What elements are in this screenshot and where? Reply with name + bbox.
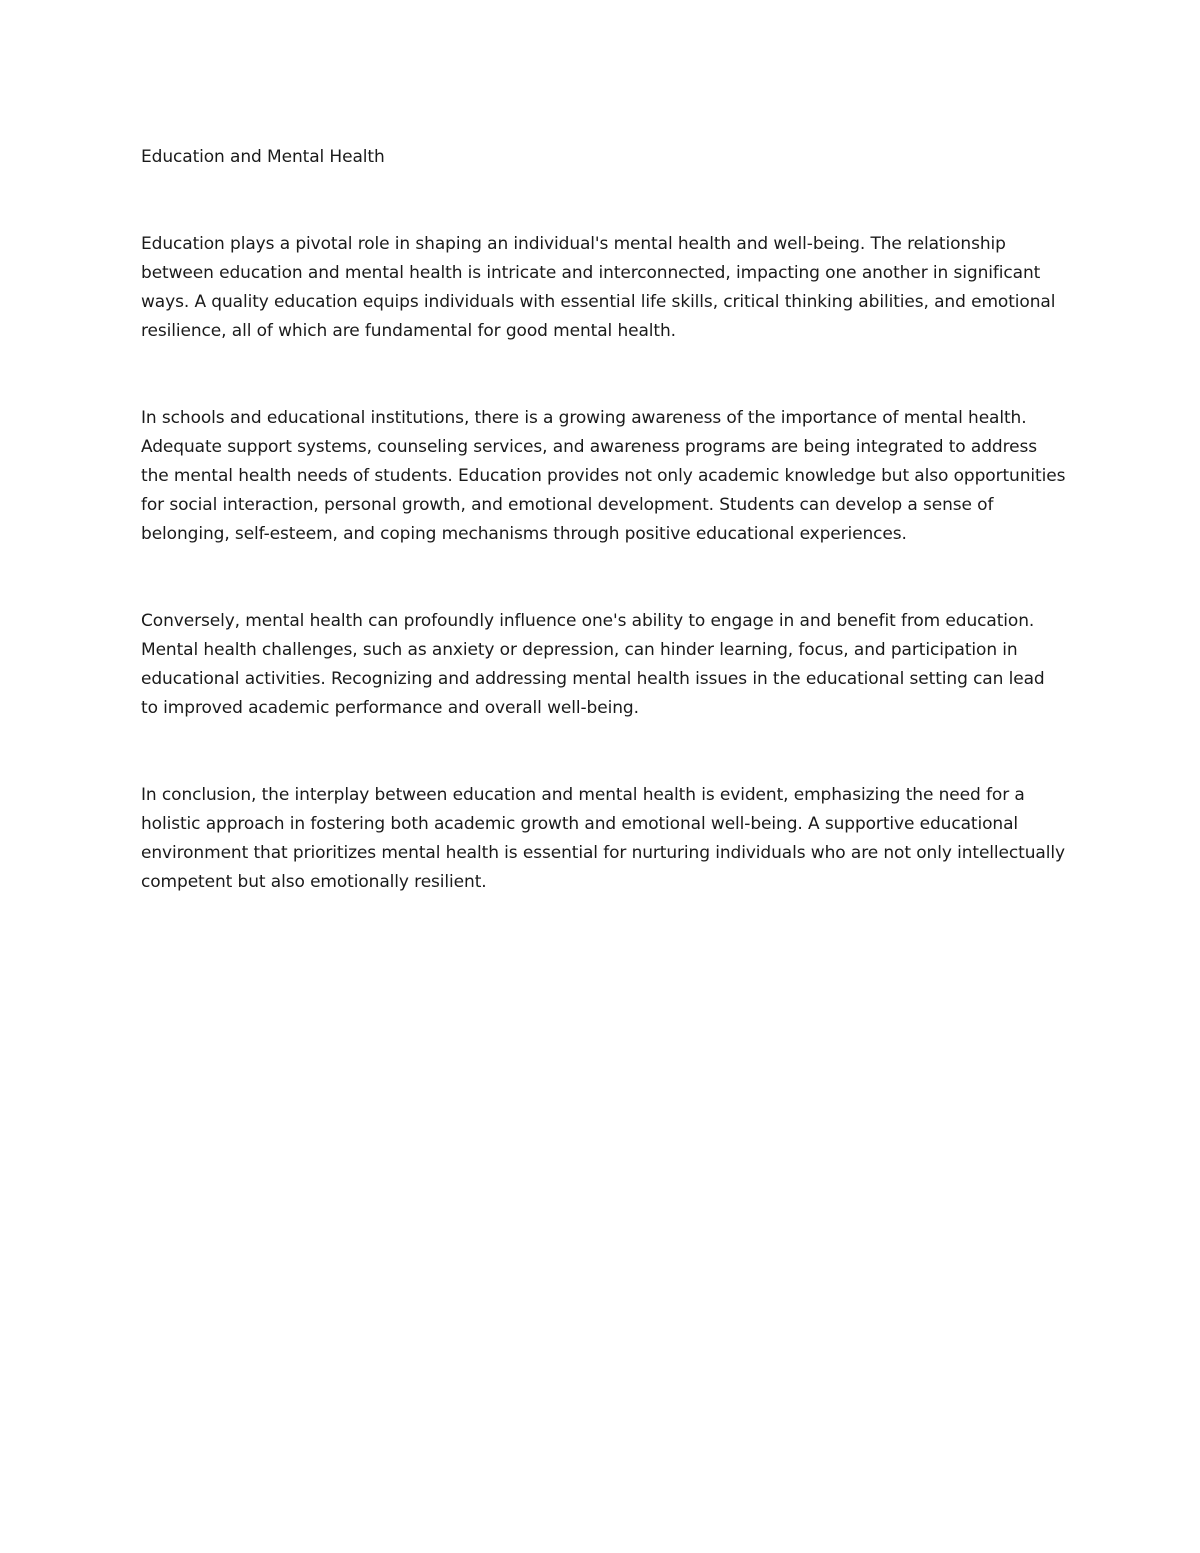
paragraph-1: Education plays a pivotal role in shaping an individual's mental health and well-being. The relationship between education and mental health is intricate and interconnected, impacting one another in significant ways. A quality education equips individuals with essential life skills, critical thinking abilities, and emotional resilience, all of which are fundamental for good mental health. [141,234,1056,341]
document-body [141,143,1066,897]
document-title: Education and Mental Health [141,147,385,167]
paragraph-4: In conclusion, the interplay between education and mental health is evident, emphasizing the need for a holistic approach in fostering both academic growth and emotional well-being. A supportive educational environment that prioritizes mental health is essential for nurturing individuals who are not only intellectually competent but also emotionally resilient. [141,785,1065,892]
paragraph-2: In schools and educational institutions, there is a growing awareness of the importance of mental health. Adequate support systems, counseling services, and awareness programs are being integrated to address the mental health needs of students. Education provides not only academic knowledge but also opportunities for social interaction, personal growth, and emotional development. Students can develop a sense of belonging, self-esteem, and coping mechanisms through positive educational experiences. [141,408,1066,544]
paragraph-3: Conversely, mental health can profoundly influence one's ability to engage in and benefit from education. Mental health challenges, such as anxiety or depression, can hinder learning, focus, and participation in educational activities. Recognizing and addressing mental health issues in the educational setting can lead to improved academic performance and overall well-being. [141,611,1045,718]
